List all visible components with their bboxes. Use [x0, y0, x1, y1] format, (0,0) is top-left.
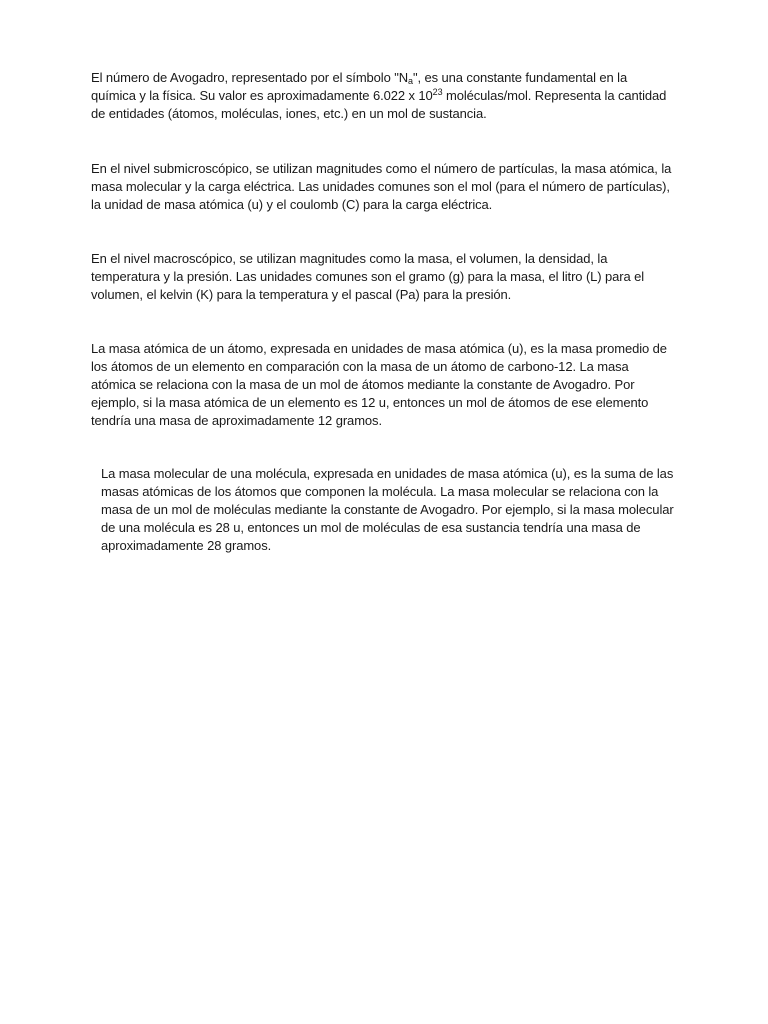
paragraph-macroscopic: En el nivel macroscópico, se utilizan magnitudes como la masa, el volumen, la densidad, la temperatura y la presión. Las unidades comunes son el gramo (g) para la masa, el litro (L) para el volumen, el kelvin (K) para la temperatura y el pascal (Pa) para la presión.: [91, 251, 645, 302]
paragraph-molecular-mass: La masa molecular de una molécula, expresada en unidades de masa atómica (u), es la suma de las masas atómicas de los átomos que componen la molécula. La masa molecular se relaciona con la masa de un mol de moléculas mediante la constante de Avogadro. Por ejemplo, si la masa molecular de una molécula es 28 u, entonces un mol de moléculas de esa sustancia tendría una masa de aproximadamente 28 gramos.: [101, 466, 674, 553]
paragraph-avogadro-number: [91, 69, 671, 123]
superscript-exponent: 23: [432, 87, 443, 97]
paragraph-text: El número de Avogadro, representado por el símbolo "N: [91, 70, 409, 85]
paragraph-submicroscopic: En el nivel submicroscópico, se utilizan magnitudes como el número de partículas, la masa atómica, la masa molecular y la carga eléctrica. Las unidades comunes son el mol (para el número de partículas), la unidad de masa atómica (u) y el coulomb (C) para la carga eléctrica.: [91, 161, 672, 212]
paragraph-text: moléculas/mol. Representa la cantidad de entidades (átomos, moléculas, iones, etc.) en un mol de sustancia.: [91, 88, 667, 121]
paragraph-text: ", es una constante fundamental en la química y la física. Su valor es aproximadamente 6.022 x 10: [91, 70, 628, 103]
subscript-a: a: [408, 76, 413, 86]
paragraph-atomic-mass: La masa atómica de un átomo, expresada en unidades de masa atómica (u), es la masa promedio de los átomos de un elemento en comparación con la masa de un átomo de carbono-12. La masa atómica se relaciona con la masa de un mol de átomos mediante la constante de Avogadro. Por ejemplo, si la masa atómica de un elemento es 12 u, entonces un mol de átomos de ese elemento tendría una masa de aproximadamente 12 gramos.: [91, 341, 667, 428]
